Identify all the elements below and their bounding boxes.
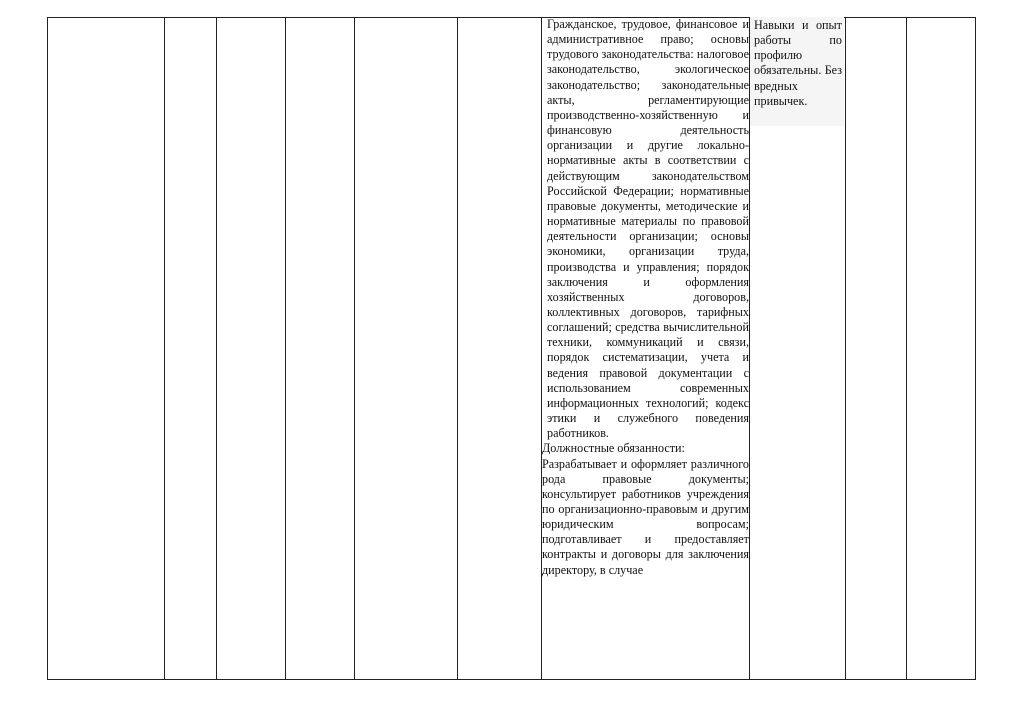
job-description-cell <box>542 17 749 679</box>
column-border <box>845 17 846 680</box>
requirements-text: Навыки и опыт работы по профилю обязательны. Без вредных привычек. <box>754 18 842 108</box>
duties-heading: Должностные обязанности: <box>542 441 685 456</box>
column-border <box>285 17 286 680</box>
column-border <box>457 17 458 680</box>
duties-text: Разрабатывает и оформляет различного рода правовые документы; консультирует работников учреждения по организационно-правовым и другим юридическим вопросам; подготавливает и предоставляет контракты и договоры для заключения директору, в случае <box>542 456 749 577</box>
column-border <box>354 17 355 680</box>
column-border <box>906 17 907 680</box>
column-border <box>164 17 165 680</box>
requirements-cell <box>750 17 844 126</box>
column-border <box>216 17 217 680</box>
knowledge-text: Гражданское, трудовое, финансовое и административное право; основы трудового законодательства: налоговое законодательство, экологическое законодательство; законодательные акты, регламентирующие производственно-хозяйственную и финансовую деятельность организации и другие локально-нормативные акты в соответствии с действующим законодательством Российской Федерации; нормативные правовые документы, методические и нормативные материалы по правовой деятельности организации; основы экономики, организации труда, производства и управления; порядок заключения и оформления хозяйственных договоров, коллективных договоров, тарифных соглашений; средства вычислительной техники, коммуникаций и связи, порядок систематизации, учета и ведения правовой документации с использованием современных информационных технологий; кодекс этики и служебного поведения работников. <box>547 17 749 441</box>
table-bottom-border <box>47 679 976 680</box>
column-border <box>47 17 48 680</box>
column-border <box>975 17 976 680</box>
